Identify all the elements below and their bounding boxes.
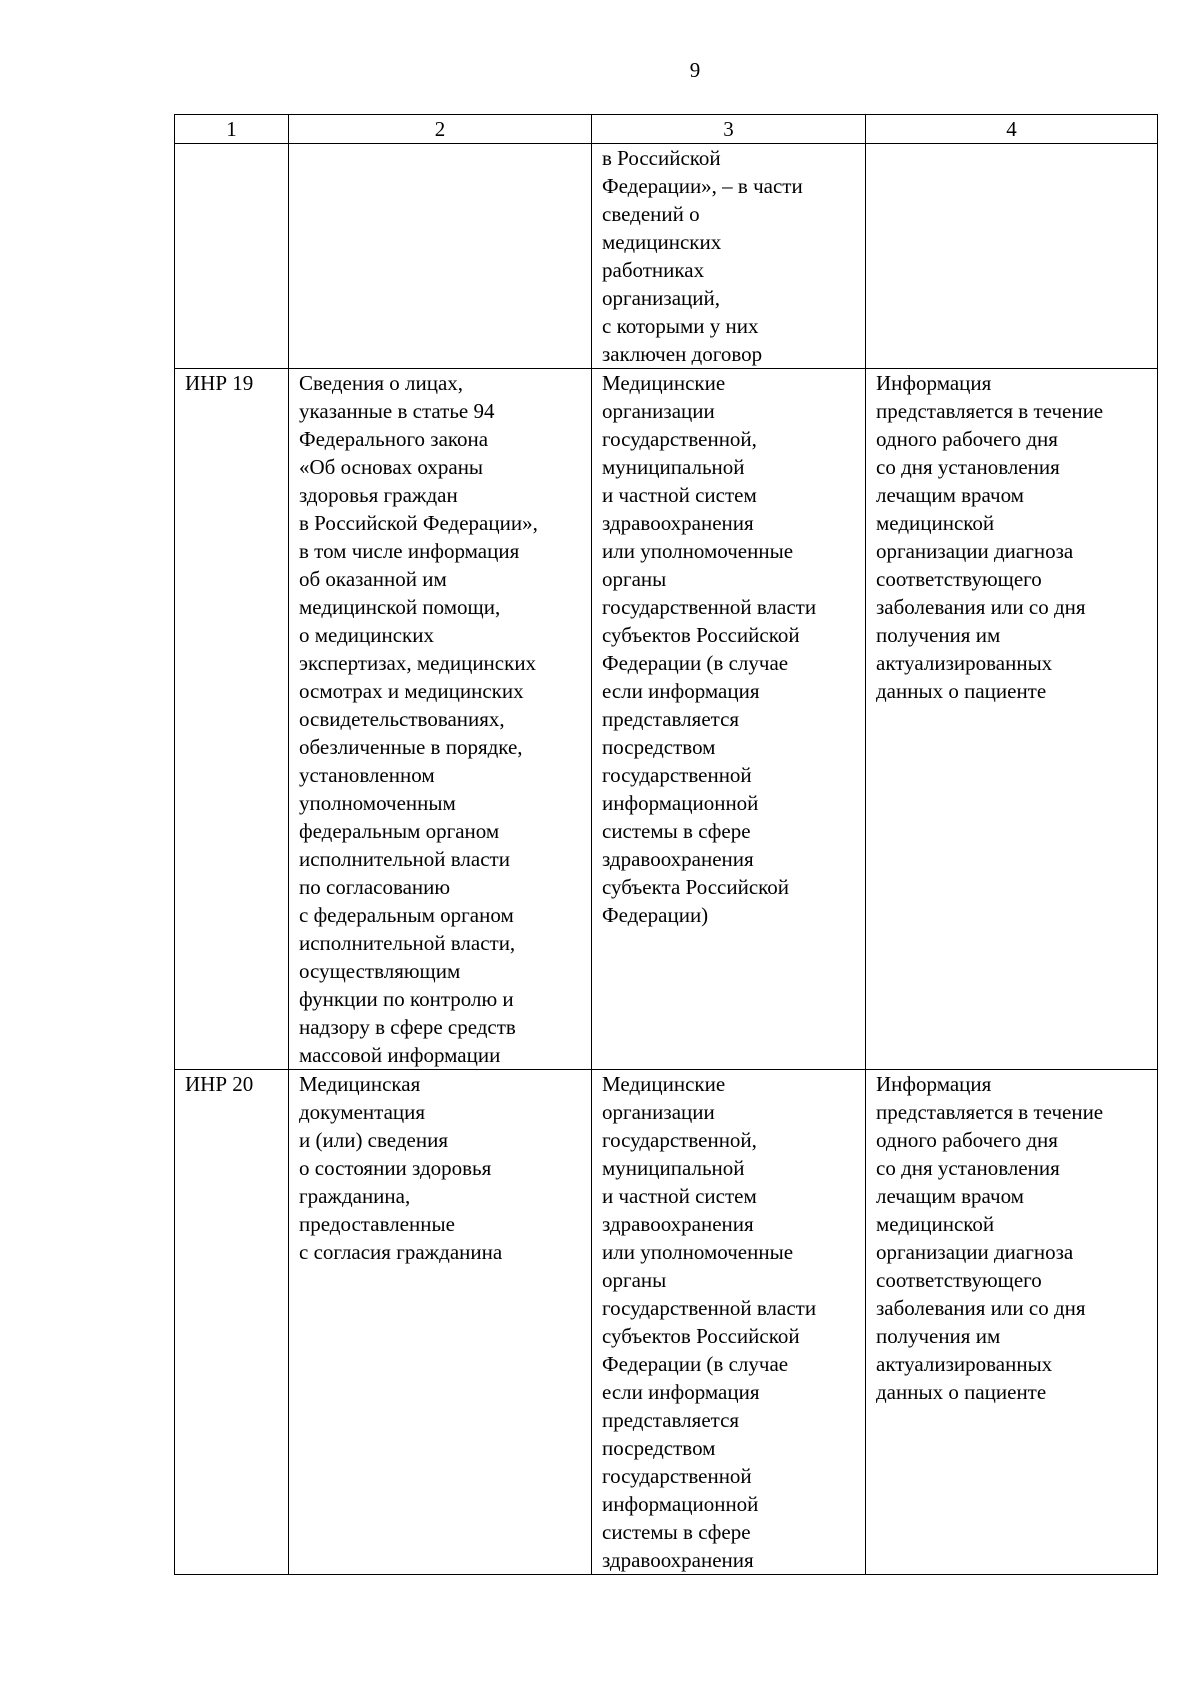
row-description: Сведения о лицах, указанные в статье 94 Федерального закона «Об основах охраны здоровья граждан в Российской Федерации», в том числе информация об оказанной им медицинской помощи, о медицинских экспертизах, медицинских осмотрах и медицинских освидетельствованиях, обезличенные в порядке, установленном уполномоченным федеральным органом исполнительной власти по согласованию с федеральным органом исполнительной власти, осуществляющим функции по контролю и надзору в сфере средств массовой информации <box>289 369 592 1070</box>
page-number: 9 <box>689 58 701 82</box>
table-row <box>175 1070 1158 1575</box>
row-timing <box>866 144 1158 369</box>
row-timing: Информация представляется в течение одного рабочего дня со дня установления лечащим врачом медицинской организации диагноза соответствующего заболевания или со дня получения им актуализированных данных о пациенте <box>866 1070 1158 1575</box>
row-provider: Медицинские организации государственной, муниципальной и частной систем здравоохранения или уполномоченные органы государственной власти субъектов Российской Федерации (в случае если информация представляется посредством государственной информационной системы в сфере здравоохранения <box>592 1070 866 1575</box>
table-row <box>175 144 1158 369</box>
row-provider: в Российской Федерации», – в части сведений о медицинских работниках организаций, с которыми у них заключен договор <box>592 144 866 369</box>
row-code <box>175 144 289 369</box>
table-header-row <box>175 115 1158 144</box>
row-timing: Информация представляется в течение одного рабочего дня со дня установления лечащим врачом медицинской организации диагноза соответствующего заболевания или со дня получения им актуализированных данных о пациенте <box>866 369 1158 1070</box>
table-row <box>175 369 1158 1070</box>
row-description: Медицинская документация и (или) сведения о состоянии здоровья гражданина, предоставленные с согласия гражданина <box>289 1070 592 1575</box>
registry-table <box>174 114 1158 1575</box>
column-number-1: 1 <box>175 115 289 144</box>
row-code: ИНР 20 <box>175 1070 289 1575</box>
column-number-4: 4 <box>866 115 1158 144</box>
column-number-2: 2 <box>289 115 592 144</box>
row-description <box>289 144 592 369</box>
row-provider: Медицинские организации государственной, муниципальной и частной систем здравоохранения или уполномоченные органы государственной власти субъектов Российской Федерации (в случае если информация представляется посредством государственной информационной системы в сфере здравоохранения субъекта Российской Федерации) <box>592 369 866 1070</box>
column-number-3: 3 <box>592 115 866 144</box>
row-code: ИНР 19 <box>175 369 289 1070</box>
